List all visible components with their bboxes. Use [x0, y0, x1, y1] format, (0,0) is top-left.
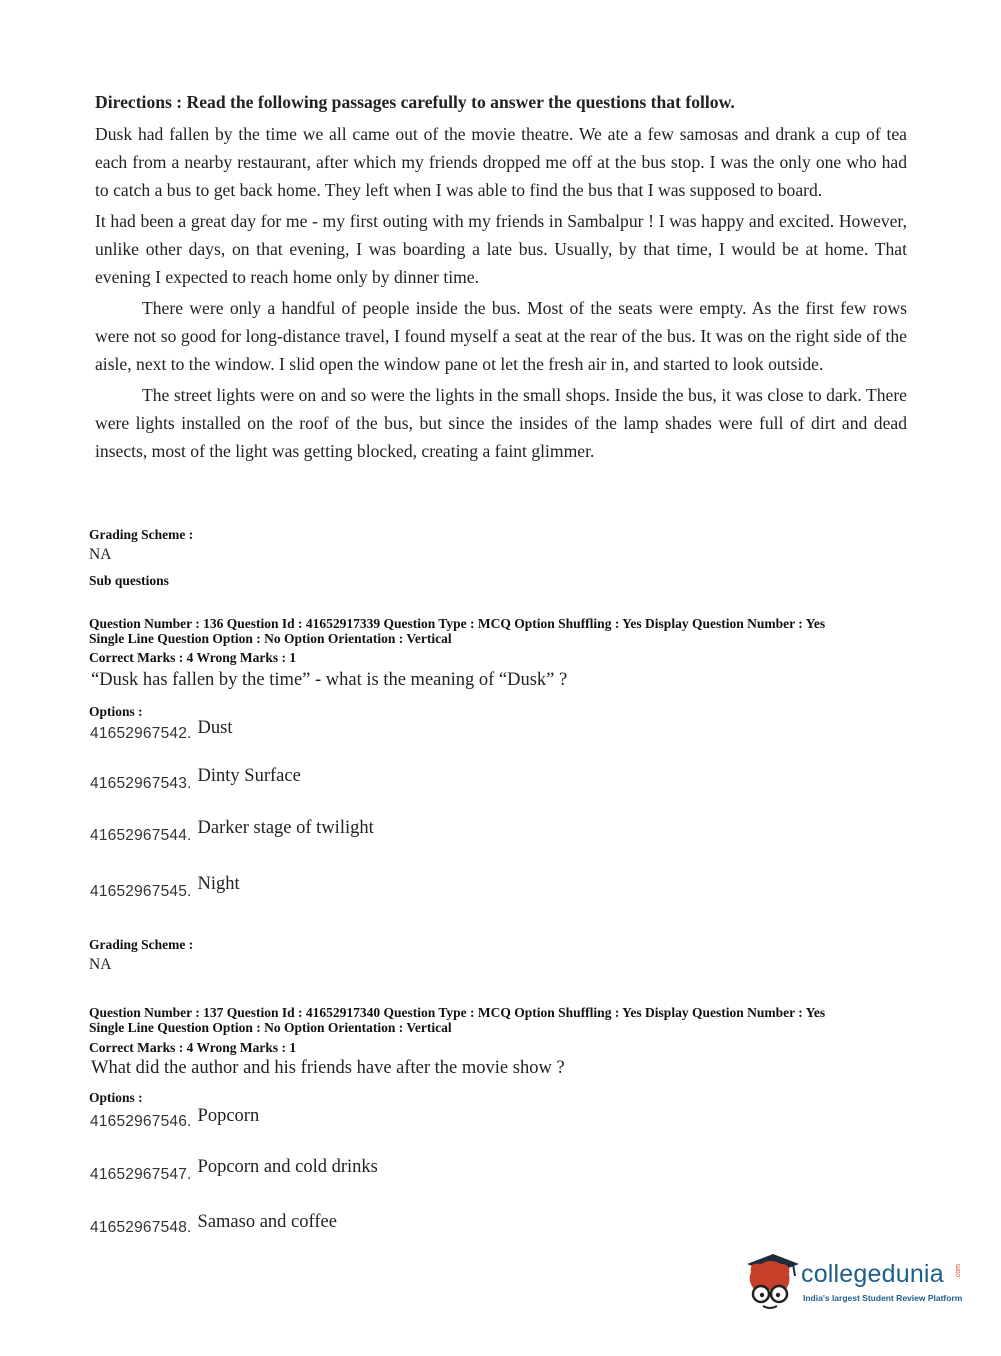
option-id: 41652967548.	[90, 1219, 192, 1236]
question-marks: Correct Marks : 4 Wrong Marks : 1	[89, 650, 297, 665]
question-meta-line: Single Line Question Option : No Option Orientation : Vertical	[89, 1020, 452, 1035]
option-id: 41652967546.	[90, 1113, 192, 1130]
option-text: Dinty Surface	[197, 766, 301, 786]
option-item[interactable]	[90, 818, 374, 845]
passage-paragraph: There were only a handful of people inside the bus. Most of the seats were empty. As the first few rows were not so good for long-distance travel, I found myself a seat at the rear of the bus. It was on the right side of the aisle, next to the window. I slid open the window pane ot let the fresh air in, and started to look outside.	[95, 298, 907, 374]
options-label: Options :	[89, 704, 143, 719]
reading-passage	[95, 88, 907, 468]
question-meta-line: Question Number : 137 Question Id : 41652917340 Question Type : MCQ Option Shuffling : Yes Display Question Number : Yes	[89, 1005, 826, 1020]
option-item[interactable]	[90, 1157, 378, 1184]
option-text: Popcorn	[197, 1106, 260, 1126]
option-text: Darker stage of twilight	[197, 818, 374, 838]
question-meta-line: Question Number : 136 Question Id : 41652917339 Question Type : MCQ Option Shuffling : Yes Display Question Number : Yes	[89, 616, 826, 631]
passage-paragraph: Dusk had fallen by the time we all came out of the movie theatre. We ate a few samosas and drank a cup of tea each from a nearby restaurant, after which my friends dropped me off at the bus stop. I was the only one who had to catch a bus to get back home. They left when I was able to find the bus that I was supposed to board.	[95, 124, 907, 200]
passage-paragraph: The street lights were on and so were the lights in the small shops. Inside the bus, it was close to dark. There were lights installed on the roof of the bus, but since the insides of the lamp shades were full of dirt and dead insects, most of the light was getting blocked, creating a faint glimmer.	[95, 385, 907, 461]
option-text: Popcorn and cold drinks	[197, 1157, 378, 1177]
option-id: 41652967544.	[90, 827, 192, 844]
question-text: “Dusk has fallen by the time” - what is the meaning of “Dusk” ?	[91, 670, 568, 690]
grading-scheme-label: Grading Scheme :	[89, 527, 194, 542]
logo-tagline: India's largest Student Review Platform	[803, 1293, 963, 1303]
question-meta	[89, 1005, 825, 1035]
option-text: Dust	[197, 718, 233, 738]
option-id: 41652967545.	[90, 883, 192, 900]
option-text: Night	[197, 874, 240, 894]
graduate-mascot-icon	[741, 1250, 801, 1312]
options-label: Options :	[89, 1090, 143, 1105]
grading-scheme-value: NA	[89, 956, 112, 973]
logo-dotcom: .com	[955, 1264, 962, 1280]
collegedunia-logo	[741, 1250, 971, 1312]
grading-scheme-value: NA	[89, 546, 112, 563]
directions: Directions : Read the following passages carefully to answer the questions that follow.	[95, 92, 735, 112]
sub-questions-label: Sub questions	[89, 573, 169, 588]
option-item[interactable]	[90, 766, 301, 793]
question-marks: Correct Marks : 4 Wrong Marks : 1	[89, 1040, 297, 1055]
option-item[interactable]	[90, 718, 233, 743]
option-item[interactable]	[90, 1106, 260, 1131]
logo-wordmark: collegedunia	[801, 1260, 944, 1288]
question-text: What did the author and his friends have after the movie show ?	[91, 1058, 565, 1078]
option-id: 41652967547.	[90, 1166, 192, 1183]
option-item[interactable]	[90, 1212, 337, 1237]
question-meta	[89, 616, 825, 646]
option-id: 41652967543.	[90, 775, 192, 792]
question-meta-line: Single Line Question Option : No Option Orientation : Vertical	[89, 631, 452, 646]
passage-paragraph: It had been a great day for me - my first outing with my friends in Sambalpur ! I was happy and excited. However, unlike other days, on that evening, I was boarding a late bus. Usually, by that time, I would be at home. That evening I expected to reach home only by dinner time.	[95, 211, 907, 287]
option-id: 41652967542.	[90, 725, 192, 742]
option-item[interactable]	[90, 874, 240, 901]
grading-scheme-label: Grading Scheme :	[89, 937, 194, 952]
option-text: Samaso and coffee	[197, 1212, 337, 1232]
